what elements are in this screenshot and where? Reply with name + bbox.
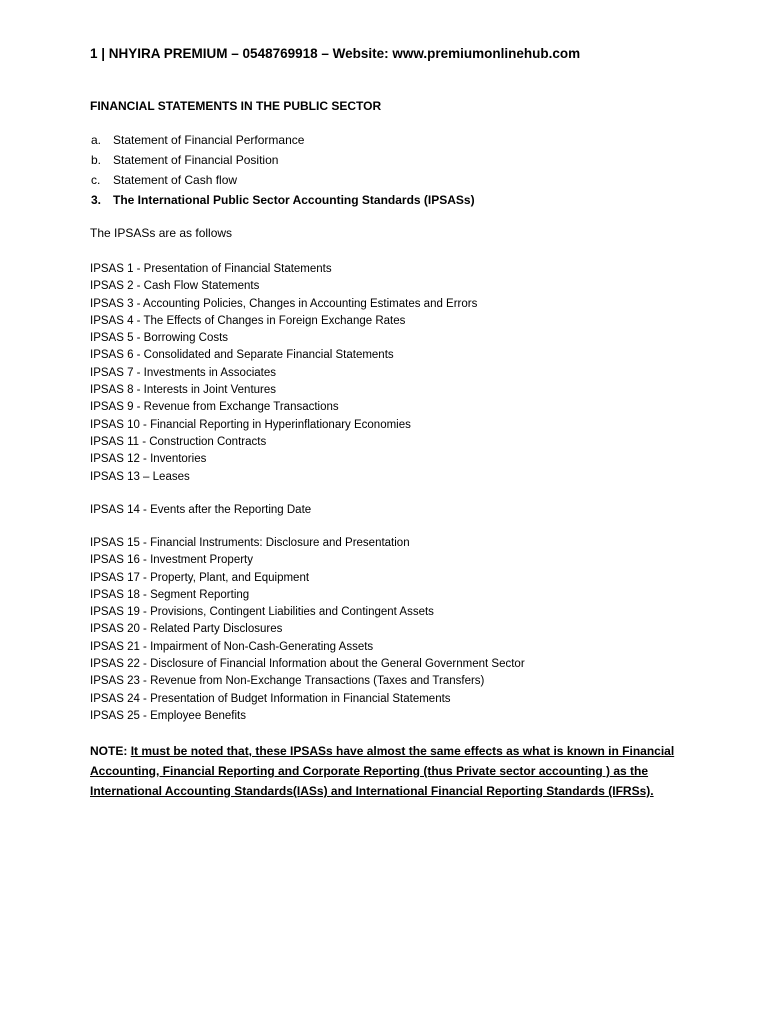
standard-item: IPSAS 16 - Investment Property (90, 554, 253, 567)
standard-item: IPSAS 11 - Construction Contracts (90, 435, 267, 448)
standards-list-group-2 (90, 502, 311, 519)
standard-item: IPSAS 23 - Revenue from Non-Exchange Transactions (Taxes and Transfers) (90, 675, 485, 688)
standard-item: IPSAS 14 - Events after the Reporting Date (90, 504, 312, 516)
note-body: It must be noted that, these IPSASs have almost the same effects as what is known in Financial Accounting, Financial Reporting and Corporate Reporting (thus Private sector accounting ) as the International Accounting Standards(IASs) and International Financial Reporting Standards (IFRSs). (90, 744, 675, 798)
standard-item: IPSAS 8 - Interests in Joint Ventures (90, 384, 277, 397)
statement-text: Statement of Financial Position (113, 153, 279, 167)
standard-item: IPSAS 3 - Accounting Policies, Changes in Accounting Estimates and Errors (90, 297, 478, 310)
standard-item: IPSAS 15 - Financial Instruments: Disclosure and Presentation (90, 537, 410, 549)
standard-item: IPSAS 6 - Consolidated and Separate Financial Statements (90, 349, 394, 362)
statement-item (90, 192, 475, 212)
standard-item: IPSAS 10 - Financial Reporting in Hyperinflationary Economies (90, 418, 411, 431)
standard-item: IPSAS 21 - Impairment of Non-Cash-Generating Assets (90, 640, 374, 653)
standard-item: IPSAS 9 - Revenue from Exchange Transactions (90, 401, 339, 414)
statement-item (90, 152, 475, 172)
standard-item: IPSAS 18 - Segment Reporting (90, 588, 250, 601)
standard-item: IPSAS 19 - Provisions, Contingent Liabilities and Contingent Assets (90, 606, 434, 619)
list-marker: c. (91, 173, 101, 187)
standard-item: IPSAS 17 - Property, Plant, and Equipment (90, 571, 310, 584)
list-marker: 3. (91, 193, 102, 207)
standard-item: IPSAS 7 - Investments in Associates (90, 366, 276, 379)
standard-item: IPSAS 25 - Employee Benefits (90, 709, 246, 722)
note-paragraph (90, 741, 690, 801)
note-label: NOTE: (90, 744, 128, 758)
standard-item: IPSAS 13 – Leases (90, 470, 190, 483)
page-header: 1 | NHYIRA PREMIUM – 0548769918 – Website: www.premiumonlinehub.com (90, 46, 581, 61)
statement-text: The International Public Sector Accounting Standards (IPSASs) (113, 193, 475, 207)
standard-item: IPSAS 20 - Related Party Disclosures (90, 623, 283, 636)
standards-intro: The IPSASs are as follows (90, 226, 233, 240)
list-marker: a. (91, 133, 102, 147)
standard-item: IPSAS 24 - Presentation of Budget Information in Financial Statements (90, 692, 451, 705)
standard-item: IPSAS 5 - Borrowing Costs (90, 332, 229, 345)
statement-item (90, 132, 475, 152)
document-title: FINANCIAL STATEMENTS IN THE PUBLIC SECTOR (90, 99, 382, 113)
statements-list (90, 132, 475, 212)
statement-item (90, 172, 475, 192)
standard-item: IPSAS 22 - Disclosure of Financial Information about the General Government Sector (90, 658, 525, 671)
standard-item: IPSAS 1 - Presentation of Financial Statements (90, 263, 332, 275)
standards-list-group-3 (90, 535, 525, 725)
standard-item: IPSAS 2 - Cash Flow Statements (90, 280, 260, 293)
standard-item: IPSAS 12 - Inventories (90, 453, 207, 466)
standard-item: IPSAS 4 - The Effects of Changes in Foreign Exchange Rates (90, 314, 406, 327)
standards-list-group-1 (90, 261, 477, 486)
statement-text: Statement of Financial Performance (113, 133, 305, 147)
statement-text: Statement of Cash flow (113, 173, 238, 187)
list-marker: b. (91, 153, 102, 167)
